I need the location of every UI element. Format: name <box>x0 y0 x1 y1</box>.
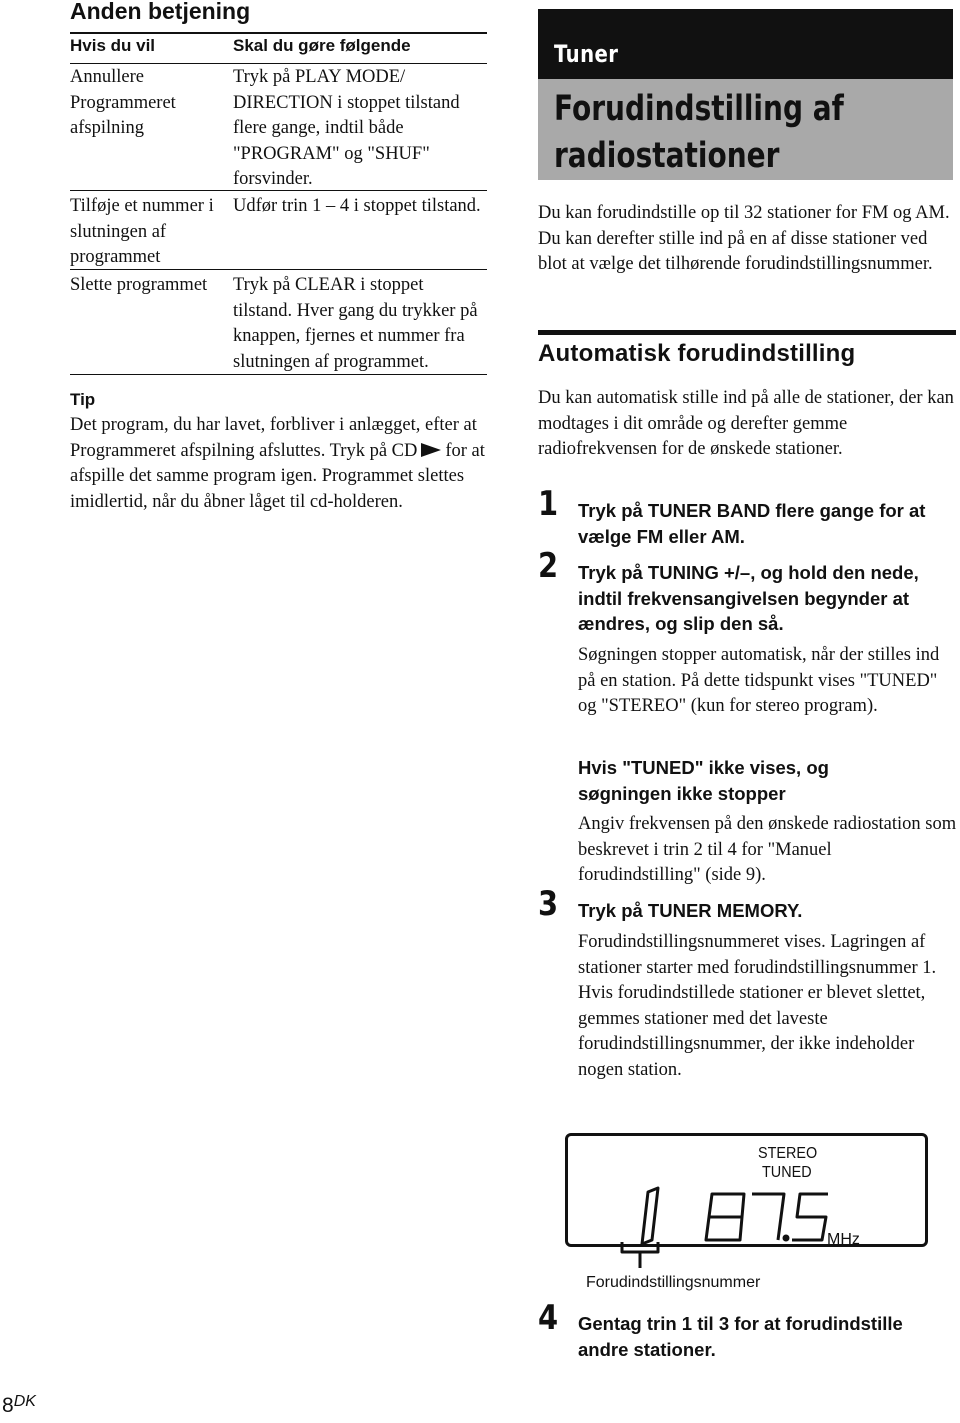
step-body: Søgningen stopper automatisk, når der stilles ind på en station. På dette tidspunkt vises "TUNED" og "STEREO" (kun for stereo program). <box>578 645 940 716</box>
section-label: Tuner <box>554 40 619 68</box>
segment-display <box>600 1180 920 1275</box>
table-header-rule <box>70 63 487 64</box>
step-number: 4 <box>538 1298 559 1338</box>
table-row-rule <box>70 269 487 270</box>
play-icon <box>421 443 441 457</box>
tuned-indicator: TUNED <box>762 1164 812 1181</box>
subheading-rule <box>538 330 956 335</box>
table-cell-do: Udfør trin 1 – 4 i stoppet tilstand. <box>233 196 481 216</box>
tip-text: Det program, du har lavet, forbliver i anlægget, efter at Programmeret afspilning afsluttes. Tryk på CD for at afspille det samme program igen. Programmet slettes imidlertid, når du åbner låget til cd-holderen. <box>70 415 485 512</box>
table-bottom-rule <box>70 374 487 375</box>
page-number: $8^{DK}$ <box>2 1393 36 1417</box>
step-instruction: Gentag trin 1 til 3 for at forudindstille andre stationer. <box>578 1313 903 1360</box>
table-cell-want: Tilføje et nummer i slutningen af programmet <box>70 196 214 267</box>
table-cell-want: Slette programmet <box>70 275 208 295</box>
page-title: Forudindstilling af radiostationer <box>554 89 844 176</box>
step-instruction: Tryk på TUNER BAND flere gange for at vælge FM eller AM. <box>578 500 926 547</box>
table-cell-do: Tryk på PLAY MODE/ DIRECTION i stoppet tilstand flere gange, indtil både "PROGRAM" og "SHUF" forsvinder. <box>233 67 460 189</box>
step-subheading: Hvis "TUNED" ikke vises, og søgningen ikke stopper <box>578 757 829 804</box>
step-body: Forudindstillingsnummeret vises. Lagringen af stationer starter med forudindstillingsnummer 1. Hvis forudindstillede stationer er blevet slettet, gemmes stationer med det laveste forudindstillingsnummer, der ikke indeholder nogen station. <box>578 932 937 1080</box>
table-top-rule <box>70 32 487 34</box>
subheading: Automatisk forudindstilling <box>538 340 856 367</box>
step-number: 3 <box>538 884 559 924</box>
preset-digit <box>642 1188 658 1244</box>
step-instruction: Tryk på TUNING +/–, og hold den nede, indtil frekvensangivelsen begynder at ændres, og slip den så. <box>578 562 919 634</box>
step-instruction: Tryk på TUNER MEMORY. <box>578 900 803 921</box>
table-header-do: Skal du gøre følgende <box>233 36 411 55</box>
preset-bracket <box>622 1242 658 1252</box>
section-heading: Anden betjening <box>70 0 251 24</box>
table-header-want: Hvis du vil <box>70 36 156 55</box>
frequency-digit-8 <box>706 1194 744 1240</box>
intro-paragraph: Du kan forudindstille op til 32 stationer for FM og AM. Du kan derefter stille ind på en af disse stationer ved blot at vælge det tilhørende forudindstillingsnummer. <box>538 203 950 274</box>
table-cell-do: Tryk på CLEAR i stoppet tilstand. Hver gang du trykker på knappen, fjernes et nummer fra slutningen af programmet. <box>233 275 478 372</box>
frequency-unit: MHz <box>827 1231 860 1248</box>
step-number: 2 <box>538 546 559 586</box>
table-row-rule <box>70 190 487 191</box>
table-cell-want: Annullere Programmeret afspilning <box>70 67 176 138</box>
stereo-indicator: STEREO <box>758 1145 818 1162</box>
step-subbody: Angiv frekvensen på den ønskede radiostation som beskrevet i trin 2 til 4 for "Manuel forudindstilling" (side 9). <box>578 814 957 885</box>
decimal-point <box>784 1236 788 1240</box>
frequency-digit-5 <box>792 1194 828 1240</box>
display-caption: Forudindstillingsnummer <box>586 1274 761 1291</box>
subheading-intro: Du kan automatisk stille ind på alle de stationer, der kan modtages i dit område og derefter gemme radiofrekvensen for de ønskede stationer. <box>538 388 954 459</box>
frequency-digit-7 <box>752 1194 784 1240</box>
step-number: 1 <box>538 484 559 524</box>
tip-label: Tip <box>70 390 96 409</box>
